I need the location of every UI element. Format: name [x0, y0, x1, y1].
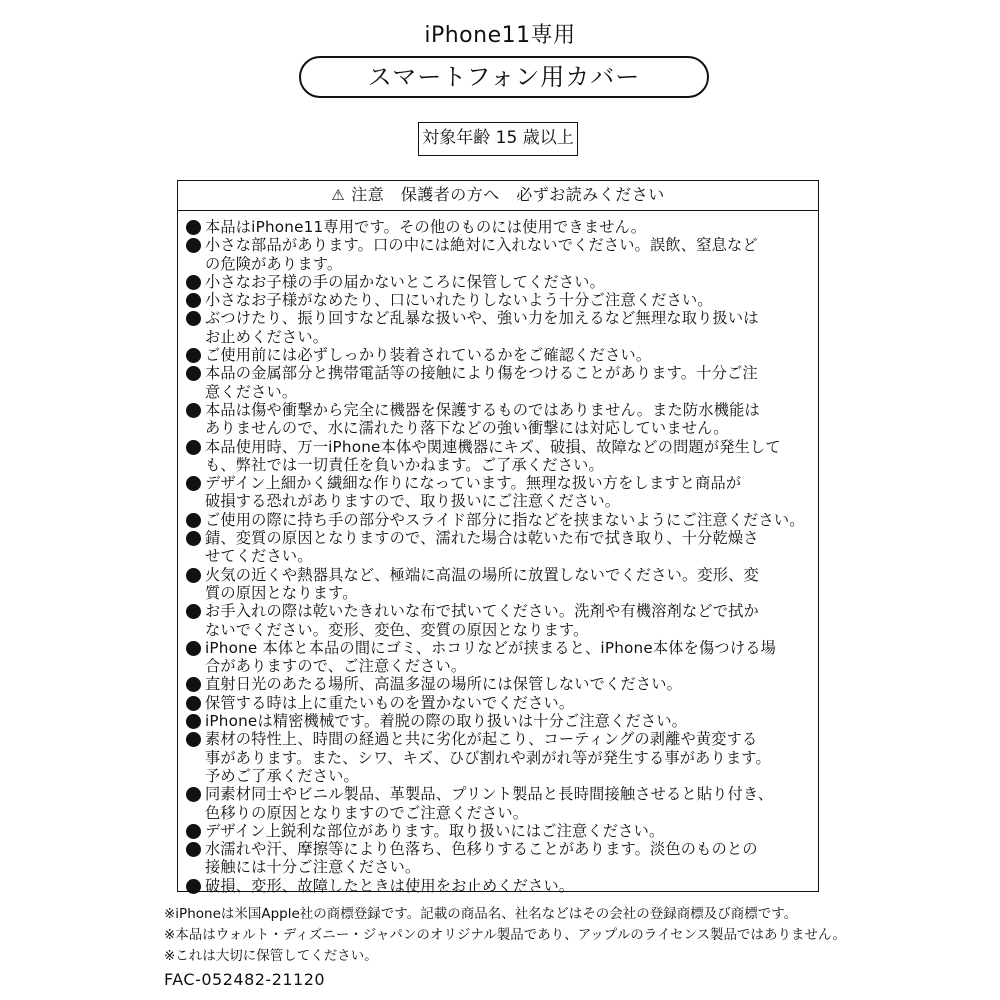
warning-item [186, 511, 808, 529]
warning-item [186, 218, 808, 236]
product-code: FAC-052482-21120 [164, 970, 326, 989]
warning-item [186, 438, 808, 475]
warning-item-text: 小さなお子様の手の届かないところに保管してください。 [205, 272, 606, 291]
device-subtitle: iPhone11専用 [424, 23, 576, 48]
warning-item [186, 694, 808, 712]
warning-item [186, 309, 808, 346]
warning-item-text: 本品は傷や衝撃から完全に機器を保護するものではありません。また防水機能は ありませんので、水に濡れたり落下などの強い衝撃には対応していません。 [205, 400, 760, 438]
bullet-dot-icon [186, 714, 201, 729]
warning-item [186, 712, 808, 730]
warning-item-text: 保管する時は上に重たいものを置かないでください。 [205, 693, 575, 712]
bullet-dot-icon [186, 641, 201, 656]
warning-item [186, 236, 808, 273]
warning-item [186, 675, 808, 693]
bullet-dot-icon [186, 476, 201, 491]
warning-header-text: 注意 保護者の方へ 必ずお読みください [351, 185, 665, 204]
age-notice: 対象年齢 15 歳以上 [418, 122, 578, 156]
bullet-dot-icon [186, 879, 201, 894]
warning-item [186, 346, 808, 364]
bullet-dot-icon [186, 293, 201, 308]
footnotes [164, 904, 864, 967]
bullet-dot-icon [186, 568, 201, 583]
warning-item-text: デザイン上細かく繊細な作りになっています。無理な扱い方をしますと商品が 破損する恐れがありますので、取り扱いにご注意ください。 [205, 474, 742, 511]
warning-item-text: 素材の特性上、時間の経過と共に劣化が起こり、コーティングの剥離や黄変する 事があります。また、シワ、キズ、ひび割れや剥がれ等が発生する事があります。 予めご了承ください。 [205, 730, 771, 785]
warning-item [186, 785, 808, 822]
warning-item-text: 小さなお子様がなめたり、口にいれたりしないよう十分ご注意ください。 [205, 291, 713, 310]
bullet-dot-icon [186, 732, 201, 747]
bullet-dot-icon [186, 275, 201, 290]
warning-triangle-icon: ⚠ [331, 186, 346, 204]
warning-item-text: 水濡れや汗、摩擦等により色落ち、色移りすることがあります。淡色のものとの 接触には十分ご注意ください。 [205, 840, 758, 877]
warning-item [186, 730, 808, 785]
warning-item-text: 本品はiPhone11専用です。その他のものには使用できません。 [205, 218, 647, 236]
warning-header [178, 181, 818, 211]
bullet-dot-icon [186, 842, 201, 857]
bullet-dot-icon [186, 238, 201, 253]
warning-item-text: お手入れの際は乾いたきれいな布で拭いてください。洗剤や有機溶剤などで拭か ないでください。変形、変色、変質の原因となります。 [205, 602, 759, 639]
warning-item-text: 直射日光のあたる場所、高温多湿の場所には保管しないでください。 [205, 675, 683, 694]
warning-item [186, 529, 808, 566]
bullet-dot-icon [186, 604, 201, 619]
warning-item [186, 474, 808, 511]
warning-item-text: デザイン上鋭利な部位があります。取り扱いにはご注意ください。 [205, 821, 665, 840]
warning-item [186, 364, 808, 401]
warning-item-text: ご使用の際に持ち手の部分やスライド部分に指などを挟まないようにご注意ください。 [205, 510, 805, 529]
warning-item-text: 小さな部品があります。口の中には絶対に入れないでください。誤飲、窒息など の危険があります。 [205, 236, 758, 273]
bullet-dot-icon [186, 513, 201, 528]
bullet-dot-icon [186, 696, 201, 711]
warning-item-text: 同素材同士やビニル製品、革製品、プリント製品と長時間接触させると貼り付き、 色移りの原因となりますのでご注意ください。 [205, 785, 774, 822]
warning-item [186, 401, 808, 438]
warning-item [186, 877, 808, 895]
warning-item [186, 840, 808, 877]
footnote-line: ※これは大切に保管してください。 [164, 948, 378, 964]
warning-item-text: 錆、変質の原因となりますので、濡れた場合は乾いた布で拭き取り、十分乾燥さ せてください。 [205, 529, 759, 566]
bullet-dot-icon [186, 677, 201, 692]
warning-item-text: 火気の近くや熱器具など、極端に高温の場所に放置しないでください。変形、変 質の原因となります。 [205, 565, 759, 602]
warning-item-text: ご使用前には必ずしっかり装着されているかをご確認ください。 [205, 346, 652, 365]
warning-item-text: 本品の金属部分と携帯電話等の接触により傷をつけることがあります。十分ご注 意ください。 [205, 364, 758, 401]
footnote-line: ※本品はウォルト・ディズニー・ジャパンのオリジナル製品であり、アップルのライセンス製品ではありません。 [164, 927, 846, 943]
warning-item [186, 639, 808, 676]
warning-item [186, 822, 808, 840]
warning-item-text: iPhoneは精密機械です。着脱の際の取り扱いは十分ご注意ください。 [205, 712, 688, 731]
warning-item [186, 602, 808, 639]
bullet-dot-icon [186, 366, 201, 381]
warning-item-text: 破損、変形、故障したときは使用をお止めください。 [205, 876, 575, 895]
bullet-dot-icon [186, 220, 201, 235]
warning-item [186, 273, 808, 291]
bullet-dot-icon [186, 787, 201, 802]
bullet-dot-icon [186, 348, 201, 363]
warning-item [186, 566, 808, 603]
footnote-line: ※iPhoneは米国Apple社の商標登録です。記載の商品名、社名などはその会社の登録商標及び商標です。 [164, 906, 798, 922]
bullet-dot-icon [186, 531, 201, 546]
product-title: スマートフォン用カバー [299, 56, 709, 98]
bullet-dot-icon [186, 403, 201, 418]
warning-list [178, 211, 818, 895]
warning-item-text: ぶつけたり、振り回すなど乱暴な扱いや、強い力を加えるなど無理な取り扱いは お止めください。 [205, 309, 759, 346]
warning-box [177, 180, 819, 895]
bullet-dot-icon [186, 440, 201, 455]
warning-item [186, 291, 808, 309]
bullet-dot-icon [186, 824, 201, 839]
warning-item-text: 本品使用時、万一iPhone本体や関連機器にキズ、破損、故障などの問題が発生して も、弊社では一切責任を負いかねます。ご了承ください。 [205, 437, 781, 474]
warning-item-text: iPhone 本体と本品の間にゴミ、ホコリなどが挟まると、iPhone本体を傷つける場 合がありますので、ご注意ください。 [205, 638, 776, 676]
bullet-dot-icon [186, 311, 201, 326]
